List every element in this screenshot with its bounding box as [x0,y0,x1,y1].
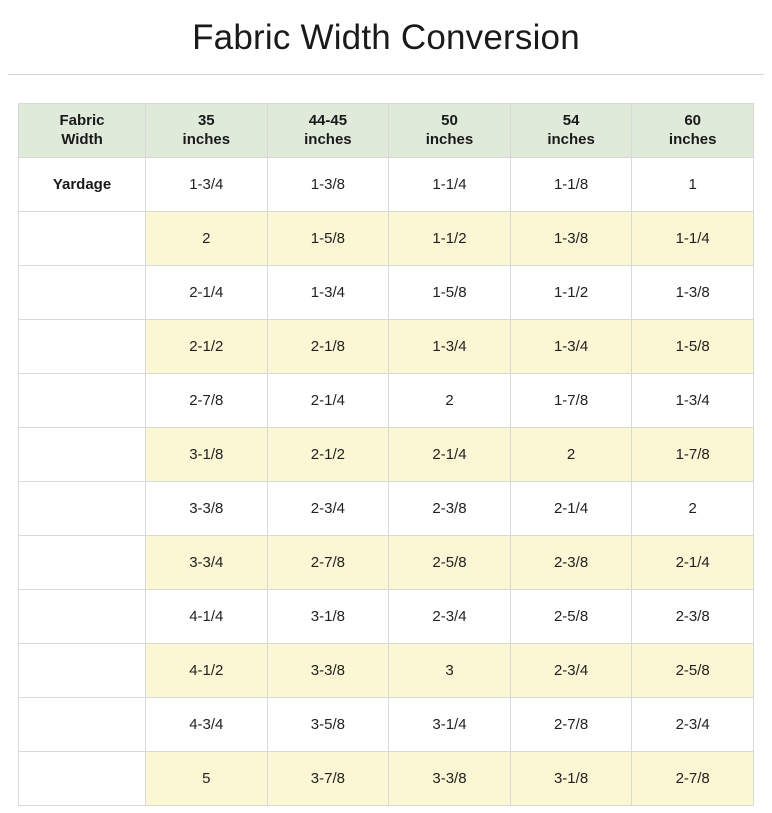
row-label-spacer [19,644,146,698]
table-cell: 2-3/4 [389,590,511,644]
table-cell: 4-1/4 [146,590,268,644]
column-header-line2: inches [182,130,231,148]
table-cell: 1-3/4 [510,320,632,374]
column-header-line2: inches [668,130,717,148]
row-label-spacer [19,698,146,752]
table-cell: 1-3/4 [632,374,754,428]
table-cell: 3-3/8 [389,752,511,806]
row-label-spacer [19,536,146,590]
table-cell: 1-3/4 [146,158,268,212]
table-cell: 2-1/2 [146,320,268,374]
table-cell: 3-1/8 [267,590,389,644]
table-cell: 2-1/4 [510,482,632,536]
table-cell: 1-3/8 [632,266,754,320]
column-header-35-inches [146,104,268,158]
table-cell: 2 [510,428,632,482]
table-cell: 3 [389,644,511,698]
column-header-line1: 50 [441,111,458,129]
table-header-row [19,104,754,158]
table-cell: 1-1/8 [510,158,632,212]
table-cell: 4-1/2 [146,644,268,698]
table-cell: 1-3/4 [389,320,511,374]
table-cell: 2-1/2 [267,428,389,482]
table-cell: 3-1/4 [389,698,511,752]
table-cell: 2-1/8 [267,320,389,374]
table-cell: 2-7/8 [632,752,754,806]
table-row [19,482,754,536]
table-body [19,158,754,806]
table-cell: 2-1/4 [267,374,389,428]
table-cell: 5 [146,752,268,806]
row-label-spacer [19,374,146,428]
table-cell: 2-3/4 [510,644,632,698]
column-header-60-inches [632,104,754,158]
table-row [19,374,754,428]
table-row [19,752,754,806]
table-cell: 3-3/4 [146,536,268,590]
table-cell: 2-1/4 [146,266,268,320]
table-cell: 2-7/8 [267,536,389,590]
column-header-54-inches [510,104,632,158]
table-cell: 1-3/4 [267,266,389,320]
table-cell: 3-3/8 [146,482,268,536]
table-cell: 1-5/8 [632,320,754,374]
page-title: Fabric Width Conversion [192,18,580,57]
table-row [19,266,754,320]
table-row [19,158,754,212]
table-cell: 1-3/8 [267,158,389,212]
row-label-spacer [19,428,146,482]
table-cell: 2-7/8 [510,698,632,752]
column-header-line2: inches [425,130,474,148]
table-cell: 2-3/4 [632,698,754,752]
row-label-spacer [19,752,146,806]
table-row [19,212,754,266]
table-cell: 3-1/8 [510,752,632,806]
table-cell: 1-1/4 [389,158,511,212]
column-header-line1: Fabric [59,111,105,129]
table-cell: 1-3/8 [510,212,632,266]
table-cell: 2-5/8 [632,644,754,698]
table-cell: 1-7/8 [510,374,632,428]
row-label-yardage: Yardage [19,158,146,212]
row-label-spacer [19,212,146,266]
column-header-fabric-width [19,104,146,158]
table-cell: 1-5/8 [389,266,511,320]
row-label-spacer [19,482,146,536]
table-header [19,104,754,158]
table-cell: 2-7/8 [146,374,268,428]
table-cell: 2-1/4 [632,536,754,590]
table-cell: 4-3/4 [146,698,268,752]
column-header-line1: 54 [562,111,580,129]
column-header-line2: inches [304,130,352,148]
table-cell: 2-1/4 [389,428,511,482]
table-cell: 2-3/8 [389,482,511,536]
column-header-line1: 44-45 [308,111,348,129]
row-label-spacer [19,320,146,374]
table-cell: 3-5/8 [267,698,389,752]
table-cell: 3-3/8 [267,644,389,698]
column-header-line1: 60 [684,111,702,129]
column-header-44-45-inches [267,104,389,158]
table-row [19,428,754,482]
table-cell: 2 [389,374,511,428]
column-header-line2: Width [61,130,103,148]
table-cell: 2-5/8 [510,590,632,644]
table-cell: 2 [632,482,754,536]
table-row [19,590,754,644]
table-row [19,698,754,752]
row-label-spacer [19,590,146,644]
table-cell: 2-3/8 [510,536,632,590]
row-label-spacer [19,266,146,320]
table-cell: 2-3/4 [267,482,389,536]
table-cell: 1-1/2 [510,266,632,320]
column-header-50-inches [389,104,511,158]
table-row [19,644,754,698]
title-divider [8,74,764,75]
fabric-width-conversion-table [18,103,754,806]
table-cell: 2-5/8 [389,536,511,590]
table-cell: 3-1/8 [146,428,268,482]
column-header-line1: 35 [197,111,215,129]
table-row [19,536,754,590]
table-row [19,320,754,374]
column-header-line2: inches [547,130,595,148]
table-cell: 1-7/8 [632,428,754,482]
table-cell: 2-3/8 [632,590,754,644]
table-cell: 1-1/4 [632,212,754,266]
table-cell: 1-5/8 [267,212,389,266]
table-cell: 3-7/8 [267,752,389,806]
table-cell: 1-1/2 [389,212,511,266]
table-cell: 1 [632,158,754,212]
table-cell: 2 [146,212,268,266]
